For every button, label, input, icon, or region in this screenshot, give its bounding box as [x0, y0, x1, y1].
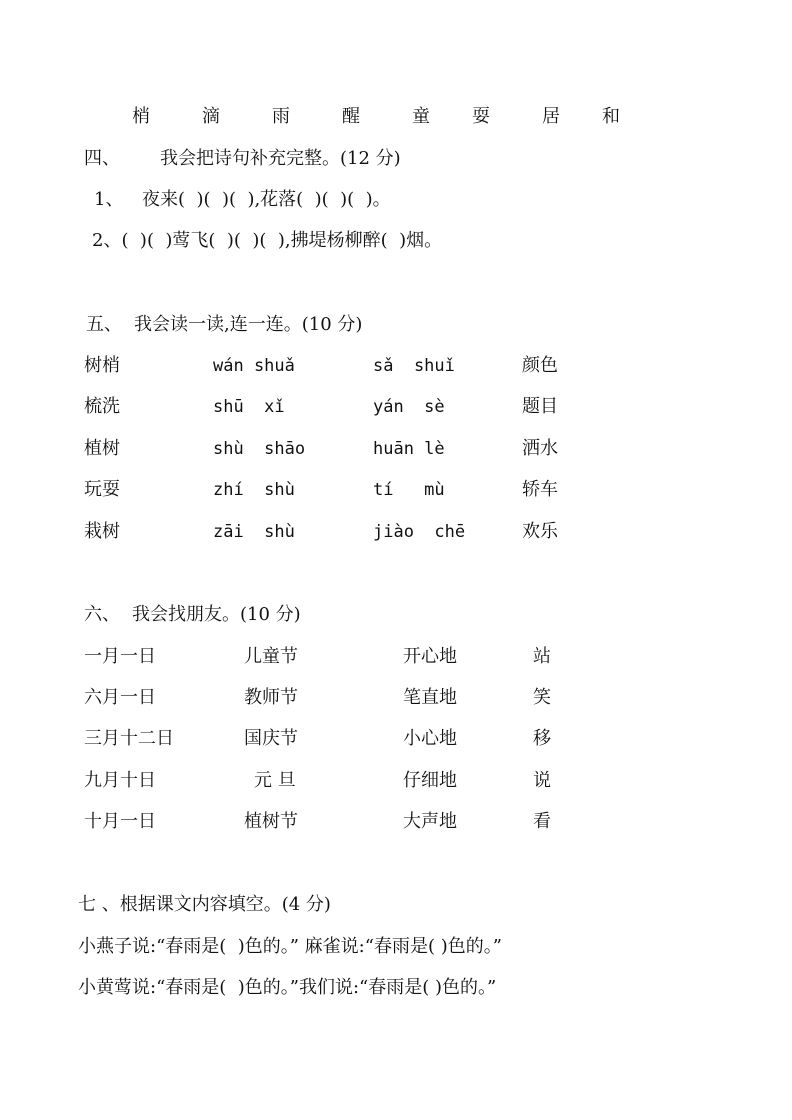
character: 滴 — [202, 106, 220, 127]
adverb: 笔直地 — [403, 687, 457, 708]
holiday: 教师节 — [244, 687, 298, 708]
adverb: 大声地 — [403, 811, 457, 832]
pinyin: huān lè — [373, 439, 445, 459]
section-title: 我会读一读,连一连。(10 分) — [134, 314, 363, 335]
character-row — [0, 105, 792, 129]
word: 洒水 — [522, 438, 558, 459]
match-row — [0, 520, 792, 544]
word: 颜色 — [522, 355, 558, 376]
date: 十月一日 — [84, 811, 156, 832]
friend-row — [0, 810, 792, 834]
verb: 站 — [533, 646, 551, 667]
poem-text: 夜来( )( )( ),花落( )( )( )。 — [142, 189, 391, 210]
adverb: 小心地 — [403, 728, 457, 749]
pinyin: tí mù — [373, 480, 445, 500]
holiday: 儿童节 — [244, 646, 298, 667]
pinyin: shù shāo — [213, 439, 306, 459]
word: 树梢 — [84, 355, 120, 376]
word: 玩耍 — [84, 479, 120, 500]
date: 六月一日 — [84, 687, 156, 708]
verb: 笑 — [533, 687, 551, 708]
word: 轿车 — [522, 479, 558, 500]
character: 耍 — [472, 106, 490, 127]
section-number: 六、 — [84, 604, 120, 625]
character: 居 — [542, 106, 560, 127]
section-number: 五、 — [86, 314, 122, 335]
character: 和 — [602, 106, 620, 127]
pinyin: zhí shù — [213, 480, 295, 500]
match-row — [0, 395, 792, 419]
verb: 看 — [533, 811, 551, 832]
word: 植树 — [84, 438, 120, 459]
section-number: 四、 — [84, 148, 120, 169]
holiday: 植树节 — [244, 811, 298, 832]
item-number: 1、 — [94, 189, 124, 210]
character: 童 — [412, 106, 430, 127]
word: 题目 — [522, 396, 558, 417]
character: 醒 — [342, 106, 360, 127]
pinyin: shū xǐ — [213, 397, 285, 417]
word: 栽树 — [84, 521, 120, 542]
holiday: 国庆节 — [244, 728, 298, 749]
section-7-heading: 七 、根据课文内容填空。(4 分) — [78, 894, 331, 915]
pinyin: zāi shù — [213, 522, 295, 542]
section-6-heading — [0, 603, 792, 627]
fill-line-2: 小黄莺说:“春雨是( )色的。”我们说:“春雨是( )色的。” — [78, 977, 497, 998]
character: 梢 — [132, 106, 150, 127]
section-4-heading — [0, 147, 792, 171]
adverb: 开心地 — [403, 646, 457, 667]
section-title: 我会找朋友。(10 分) — [132, 604, 301, 625]
pinyin: yán sè — [373, 397, 445, 417]
friend-row — [0, 645, 792, 669]
adverb: 仔细地 — [403, 770, 457, 791]
word: 欢乐 — [522, 521, 558, 542]
date: 一月一日 — [84, 646, 156, 667]
verb: 移 — [533, 728, 551, 749]
word: 梳洗 — [84, 396, 120, 417]
match-row — [0, 437, 792, 461]
date: 九月十日 — [84, 770, 156, 791]
pinyin: wán shuǎ — [213, 356, 295, 376]
verb: 说 — [533, 770, 551, 791]
pinyin: jiào chē — [373, 522, 466, 542]
poem-line-2: 2、( )( )莺飞( )( )( ),拂堤杨柳醉( )烟。 — [92, 230, 443, 251]
pinyin: sǎ shuǐ — [373, 356, 455, 376]
fill-line-1: 小燕子说:“春雨是( )色的。” 麻雀说:“春雨是( )色的。” — [78, 936, 502, 957]
match-row — [0, 478, 792, 502]
match-row — [0, 354, 792, 378]
holiday: 元 旦 — [254, 770, 296, 791]
character: 雨 — [272, 106, 290, 127]
poem-line-1 — [0, 188, 792, 212]
friend-row — [0, 727, 792, 751]
section-title: 我会把诗句补充完整。(12 分) — [160, 148, 401, 169]
section-5-heading — [0, 313, 792, 337]
friend-row — [0, 686, 792, 710]
date: 三月十二日 — [84, 728, 174, 749]
friend-row — [0, 769, 792, 793]
